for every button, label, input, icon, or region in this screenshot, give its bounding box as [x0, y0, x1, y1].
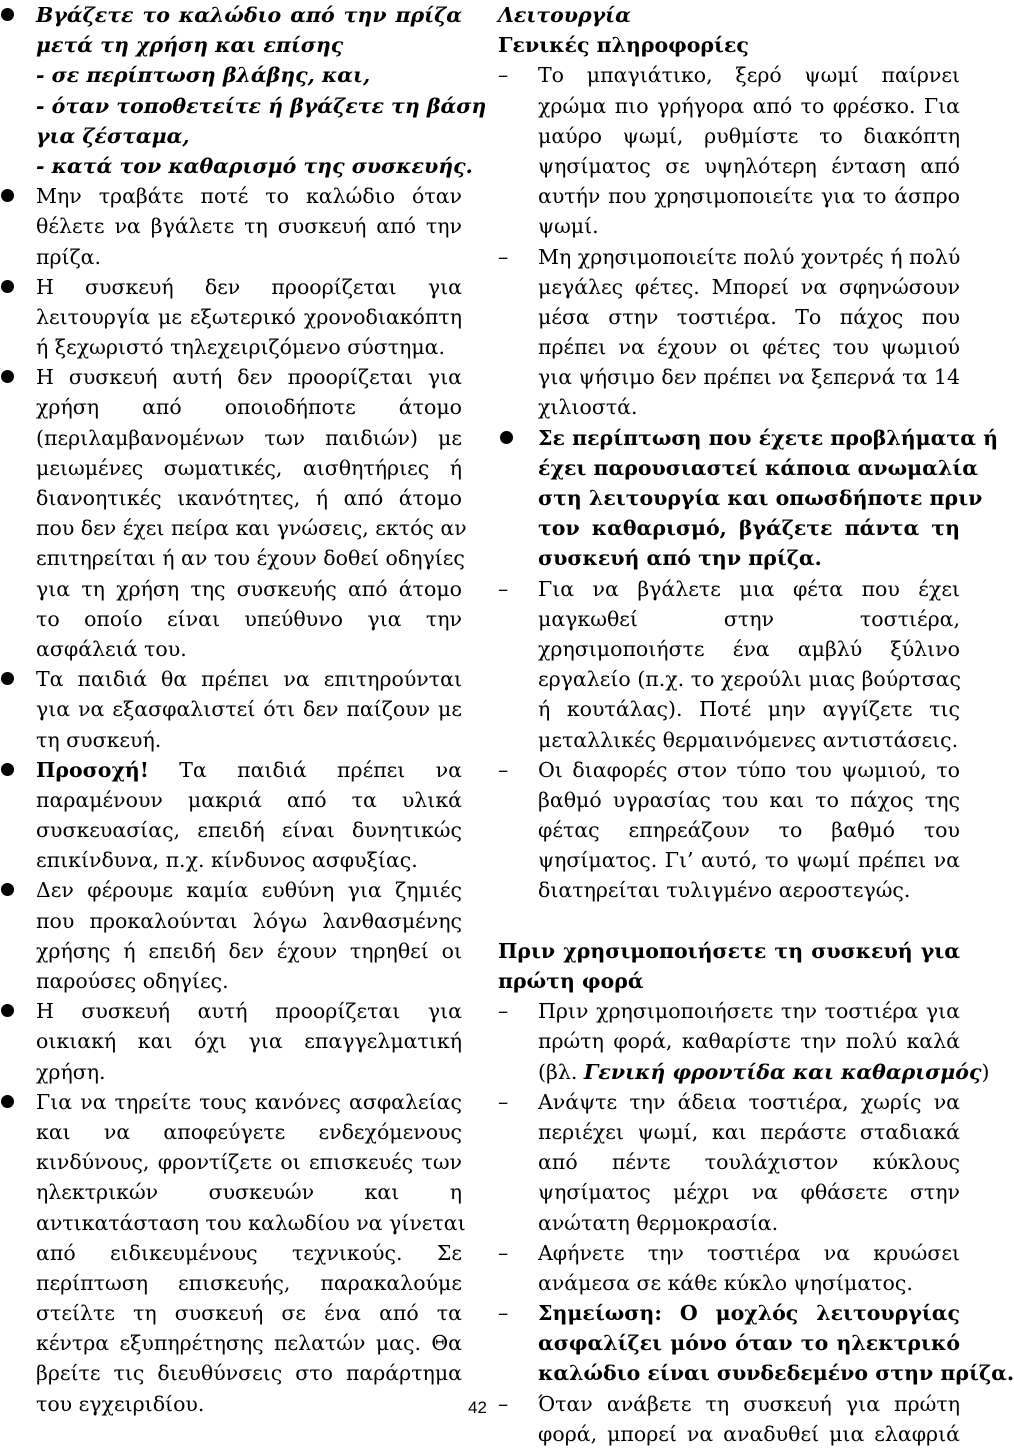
text-line: αντικατάσταση του καλωδίου να γίνεται — [36, 1210, 466, 1235]
bullet-children: Τα παιδιά θα πρέπει να επιτηρούνται — [0, 664, 462, 694]
text-line: διανοητικές ικανότητες, ή από άτομο — [36, 486, 462, 510]
bullet-problems: Σε περίπτωση που έχετε προβλήματα ή — [498, 423, 960, 453]
section-title-first-use: Πριν χρησιμοποιήσετε τη συσκευή για — [498, 938, 960, 963]
text-line: που δεν έχει πείρα και γνώσεις, εκτός αν — [36, 516, 467, 541]
dash-mark: – — [498, 244, 509, 269]
text-line: αυτήν που χρησιμοποιείτε για το άσπρο — [538, 184, 960, 209]
text-line: στείλτε τη συσκευή σε ένα από τα — [36, 1301, 462, 1326]
text-line: από ειδικευμένους τεχνικούς. Σε — [36, 1240, 462, 1265]
caution-label: Προσοχή! — [36, 757, 149, 782]
text-line: χρήση. — [36, 1059, 106, 1084]
bullet-cord: Μην τραβάτε ποτέ το καλώδιο όταν — [0, 181, 462, 211]
subsection-title-general: Γενικές πληροφορίες — [498, 33, 749, 58]
text-line: που προκαλούνται λόγω λανθασμένης — [36, 908, 462, 933]
text-line: χρήσης ή επειδή δεν έχουν τηρηθεί οι — [36, 938, 462, 963]
dash-mark: – — [498, 1240, 509, 1265]
text-line: φορά, μπορεί να αναδυθεί μια ελαφριά — [538, 1421, 960, 1446]
right-column — [498, 0, 1014, 1449]
dash-item-note: – Σημείωση: Ο μοχλός λειτουργίας — [498, 1298, 960, 1328]
bullet-icon — [1, 8, 14, 21]
bullet-icon — [1, 1095, 14, 1108]
text-line: πρώτη φορά, καθαρίστε την πολύ καλά — [538, 1029, 960, 1054]
text-line: παρούσες οδηγίες. — [36, 969, 229, 993]
dash-mark: – — [498, 576, 509, 601]
bullet-household: Η συσκευή αυτή προορίζεται για — [0, 996, 462, 1026]
text-line: για να εξασφαλιστεί ότι δεν παίζουν με — [36, 697, 462, 722]
section-gap — [498, 906, 960, 936]
text-line: μαύρο ψωμί, ρυθμίστε το διακόπτη — [538, 123, 960, 148]
bullet-timer: Η συσκευή δεν προορίζεται για — [0, 272, 462, 302]
text-line: περίπτωση επισκευής, παρακαλούμε — [36, 1270, 462, 1295]
text-line: θέλετε να βγάλετε τη συσκευή από την — [36, 214, 462, 239]
text-line: εργαλείο (π.χ. το χερούλι μιας βούρτσας — [538, 667, 961, 692]
text-line: για ζέσταμα, — [36, 123, 190, 148]
text-line: ή ξεχωριστό τηλεχειριζόμενο σύστημα. — [36, 335, 446, 360]
text-line: οικιακή και όχι για επαγγελματική — [36, 1029, 462, 1054]
text-line: στη λειτουργία και οπωσδήποτε πριν — [538, 486, 983, 510]
bullet-icon — [1, 883, 14, 896]
text-line: ψησίματος μέχρι να φθάσετε στην — [538, 1180, 960, 1205]
text-line: ψησίματος σε υψηλότερη ένταση από — [538, 153, 960, 178]
text-line: τον καθαρισμό, βγάζετε πάντα τη — [538, 516, 960, 541]
bullet-icon — [1, 1004, 14, 1017]
text-line: χιλιοστά. — [538, 395, 638, 420]
text-line: διατηρείται τυλιγμένο αεροστεγώς. — [538, 878, 911, 903]
text-line: πρέπει να έχουν οι φέτες του ψωμιού — [538, 335, 960, 360]
dash-item-cool: – Αφήνετε την τοστιέρα να κρυώσει — [498, 1238, 960, 1268]
text-line: ανώτατη θερμοκρασία. — [538, 1210, 779, 1235]
text-line: κινδύνους, φροντίζετε οι επισκευές των — [36, 1150, 462, 1175]
bullet-icon — [1, 672, 14, 685]
care-cleaning-reference: Γενική φροντίδα και καθαρισμός — [583, 1059, 982, 1084]
text-line: - σε περίπτωση βλάβης, και, — [36, 63, 371, 88]
section-title-first-use-cont: πρώτη φορά — [498, 969, 644, 993]
dash-item-slices: – Μη χρησιμοποιείτε πολύ χοντρές ή πολύ — [498, 242, 960, 272]
text-line: βαθμό υγρασίας του και το πάχος της — [538, 787, 960, 812]
dash-mark: – — [498, 1301, 509, 1326]
bullet-icon — [1, 189, 14, 202]
text-line: χρώμα πιο γρήγορα από το φρέσκο. Για — [538, 93, 960, 118]
text-line: για ψήσιμο δεν πρέπει να ξεπερνά τα 14 — [538, 365, 960, 390]
text-line: περιέχει ψωμί, και περάστε σταδιακά — [538, 1119, 960, 1144]
text-line: καλώδιο είναι συνδεδεμένο στην πρίζα. — [538, 1361, 1014, 1386]
text-line: ψωμί. — [538, 214, 599, 239]
bullet-persons: Η συσκευή αυτή δεν προορίζεται για — [0, 362, 462, 392]
text-line: μεταλλικές θερμαινόμενες αντιστάσεις. — [538, 727, 959, 752]
text-line: πρίζα. — [36, 244, 102, 269]
text-line: και να αποφεύγετε ενδεχόμενους — [36, 1119, 462, 1144]
bullet-icon — [1, 370, 14, 383]
text-line: μειωμένες σωματικές, αισθητήριες ή — [36, 455, 462, 480]
text-line: ασφάλειά του. — [36, 636, 187, 661]
text-line: λειτουργία με εξωτερικό χρονοδιακόπτη — [36, 304, 462, 329]
dash-mark: – — [498, 1391, 509, 1416]
text-line: - κατά τον καθαρισμό της συσκευής. — [36, 153, 473, 178]
bullet-liability: Δεν φέρουμε καμία ευθύνη για ζημιές — [0, 875, 462, 905]
text-line: έχει παρουσιαστεί κάποια ανωμαλία — [538, 455, 979, 480]
text-line: φέτας επηρεάζουν το βαθμό του — [538, 818, 960, 843]
text-line: μέσα στην τοστιέρα. Το πάχος που — [538, 304, 960, 329]
text-line-reference: (βλ. Γενική φροντίδα και καθαρισμός) — [538, 1059, 990, 1084]
text-line: συσκευή από την πρίζα. — [538, 546, 822, 571]
bullet-icon — [1, 763, 14, 776]
text-line: επικίνδυνα, π.χ. κίνδυνος ασφυξίας. — [36, 848, 418, 873]
dash-item-stale-bread: – Το μπαγιάτικο, ξερό ψωμί παίρνει — [498, 60, 960, 90]
dash-mark: – — [498, 999, 509, 1024]
dash-item-clean: – Πριν χρησιμοποιήσετε την τοστιέρα για — [498, 996, 960, 1026]
text-line: ή κουτάλας). Ποτέ μην αγγίζετε τις — [538, 697, 960, 722]
text-line: χρησιμοποιήστε ένα αμβλύ ξύλινο — [538, 636, 960, 661]
text-line: μαγκωθεί στην τοστιέρα, — [538, 606, 960, 631]
text-line: (περιλαμβανομένων των παιδιών) με — [36, 425, 462, 450]
dash-item-bread-type: – Οι διαφορές στον τύπο του ψωμιού, το — [498, 755, 960, 785]
text-line: - όταν τοποθετείτε ή βγάζετε τη βάση — [36, 93, 487, 118]
dash-mark: – — [498, 757, 509, 782]
section-title-operation: Λειτουργία — [498, 3, 631, 27]
text-line: χρήση από οποιοδήποτε άτομο — [36, 395, 462, 420]
dash-item-empty-run: – Ανάψτε την άδεια τοστιέρα, χωρίς να — [498, 1087, 960, 1117]
text-line: τη συσκευή. — [36, 727, 162, 752]
text-line: το οποίο είναι υπεύθυνο για την — [36, 606, 462, 631]
text-line: ανάμεσα σε κάθε κύκλο ψησίματος. — [538, 1270, 913, 1295]
text-line: του εγχειριδίου. — [36, 1391, 205, 1416]
text-line: ασφαλίζει μόνο όταν το ηλεκτρικό — [538, 1331, 960, 1356]
text-line: μεγάλες φέτες. Μπορεί να σφηνώσουν — [538, 274, 960, 299]
text-line: συσκευασίας, επειδή είναι δυνητικώς — [36, 818, 462, 843]
dash-item-stuck-slice: – Για να βγάλετε μια φέτα που έχει — [498, 574, 960, 604]
dash-mark: – — [498, 1089, 509, 1114]
dash-item-smell: – Όταν ανάβετε τη συσκευή για πρώτη — [498, 1389, 960, 1419]
bullet-icon — [1, 280, 14, 293]
text-line: για τη χρήση της συσκευής από άτομο — [36, 576, 462, 601]
text-line: μετά τη χρήση και επίσης — [36, 33, 344, 58]
dash-mark: – — [498, 63, 509, 88]
text-line: παραμένουν μακριά από τα υλικά — [36, 787, 462, 812]
bullet-icon — [500, 431, 513, 444]
text-line: από πέντε τουλάχιστον κύκλους — [538, 1150, 960, 1175]
text-line: επιτηρείται ή αν του έχουν δοθεί οδηγίες — [36, 546, 465, 571]
text-line: ψησίματος. Γι’ αυτό, το ψωμί πρέπει να — [538, 848, 960, 873]
bullet-unplug: Βγάζετε το καλώδιο από την πρίζα — [0, 0, 462, 30]
text-line: κέντρα εξυπηρέτησης πελατών μας. Θα — [36, 1331, 462, 1356]
bullet-caution: Προσοχή! Τα παιδιά πρέπει να — [0, 755, 462, 785]
text-line: βρείτε τις διευθύνσεις στο παράρτημα — [36, 1361, 462, 1386]
text-line: ηλεκτρικών συσκευών και η — [36, 1180, 462, 1205]
page-number: 42 — [468, 1398, 487, 1417]
bullet-repairs: Για να τηρείτε τους κανόνες ασφαλείας — [0, 1087, 462, 1117]
